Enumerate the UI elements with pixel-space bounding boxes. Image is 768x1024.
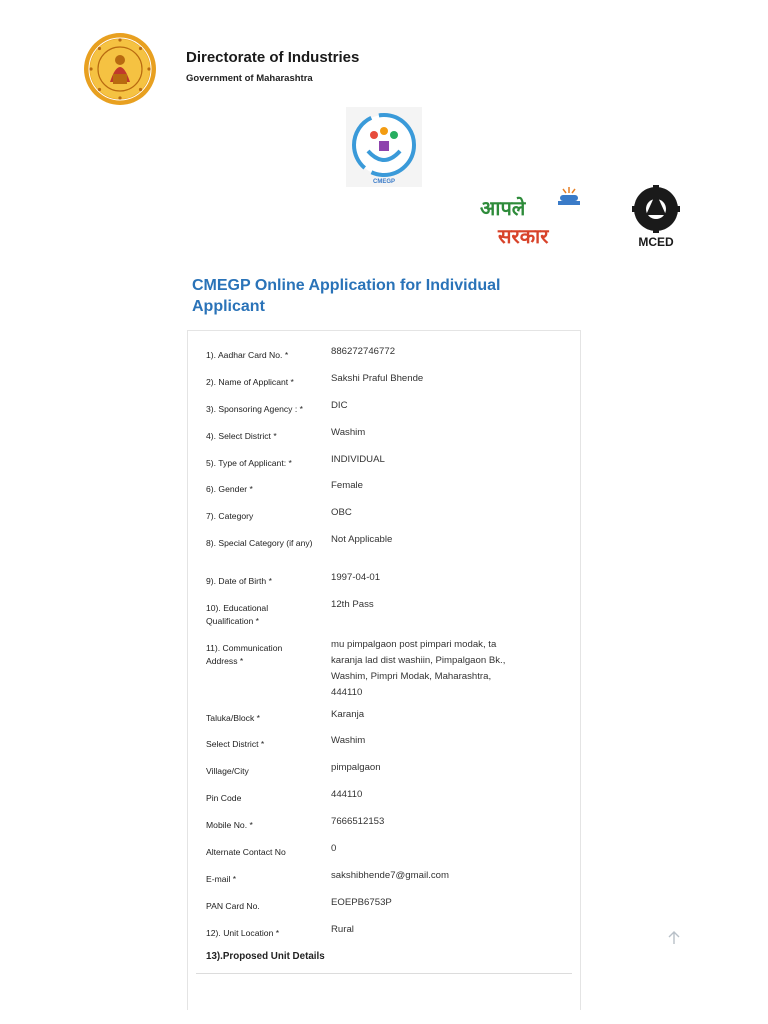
- field-value: Washim: [331, 735, 366, 746]
- field-label: 5). Type of Applicant: *: [206, 458, 292, 468]
- field-label: Mobile No. *: [206, 820, 253, 830]
- field-value: mu pimpalgaon post pimpari modak, ta karanja lad dist washiin, Pimpalgaon Bk., Washim, Pimpri Modak, Maharashtra, 444110: [331, 639, 506, 698]
- field-label: 3). Sponsoring Agency : *: [206, 404, 303, 414]
- field-label: 11). Communication Address *: [206, 643, 283, 666]
- field-value: Rural: [331, 924, 354, 935]
- field-value: pimpalgaon: [331, 762, 381, 773]
- field-label: 9). Date of Birth *: [206, 576, 272, 586]
- field-label: Pin Code: [206, 793, 242, 803]
- field-value: Female: [331, 480, 363, 491]
- field-label: PAN Card No.: [206, 901, 260, 911]
- field-value: Washim: [331, 427, 366, 438]
- field-label: 2). Name of Applicant *: [206, 377, 294, 387]
- field-label: 4). Select District *: [206, 431, 277, 441]
- field-label: Taluka/Block *: [206, 713, 260, 723]
- field-label: 6). Gender *: [206, 484, 253, 494]
- arrow-up-icon[interactable]: [664, 928, 684, 948]
- aaple-sarkar-logo: [478, 187, 588, 249]
- field-value: 1997-04-01: [331, 572, 381, 583]
- field-value: DIC: [331, 400, 348, 411]
- field-value: OBC: [331, 507, 352, 518]
- field-label: Alternate Contact No: [206, 847, 286, 857]
- field-label: Select District *: [206, 739, 265, 749]
- field-label: 12). Unit Location *: [206, 928, 280, 938]
- field-label: 8). Special Category (if any): [206, 538, 313, 548]
- field-label: Village/City: [206, 766, 249, 776]
- field-value: INDIVIDUAL: [331, 454, 385, 465]
- field-value: 0: [331, 843, 337, 854]
- svg-text:सरकार: सरकार: [498, 224, 549, 248]
- cmegp-logo: [346, 107, 422, 187]
- field-label: 10). Educational Qualification *: [206, 603, 269, 626]
- field-value: 444110: [331, 789, 363, 800]
- field-value: Sakshi Praful Bhende: [331, 373, 424, 384]
- field-label: 1). Aadhar Card No. *: [206, 350, 289, 360]
- field-value: Not Applicable: [331, 534, 393, 545]
- mced-text: MCED: [638, 235, 674, 249]
- field-value: sakshibhende7@gmail.com: [331, 870, 449, 881]
- svg-text:आपले: आपले: [480, 196, 526, 220]
- field-label: E-mail *: [206, 874, 237, 884]
- mced-logo: [626, 185, 686, 249]
- maharashtra-seal-icon: [83, 32, 157, 106]
- field-value: 12th Pass: [331, 599, 374, 610]
- field-value: 886272746772: [331, 346, 396, 357]
- header-subtitle: Government of Maharashtra: [186, 73, 313, 84]
- field-value: Karanja: [331, 709, 365, 720]
- divider: [196, 973, 572, 974]
- svg-text:CMEGP: CMEGP: [372, 179, 396, 185]
- field-label: 7). Category: [206, 511, 254, 521]
- field-value: EOEPB6753P: [331, 897, 392, 908]
- section-heading: 13).Proposed Unit Details: [206, 951, 325, 962]
- header-title: Directorate of Industries: [186, 49, 360, 66]
- form-title: CMEGP Online Application for Individual Applicant: [192, 277, 501, 315]
- field-value: 7666512153: [331, 816, 385, 827]
